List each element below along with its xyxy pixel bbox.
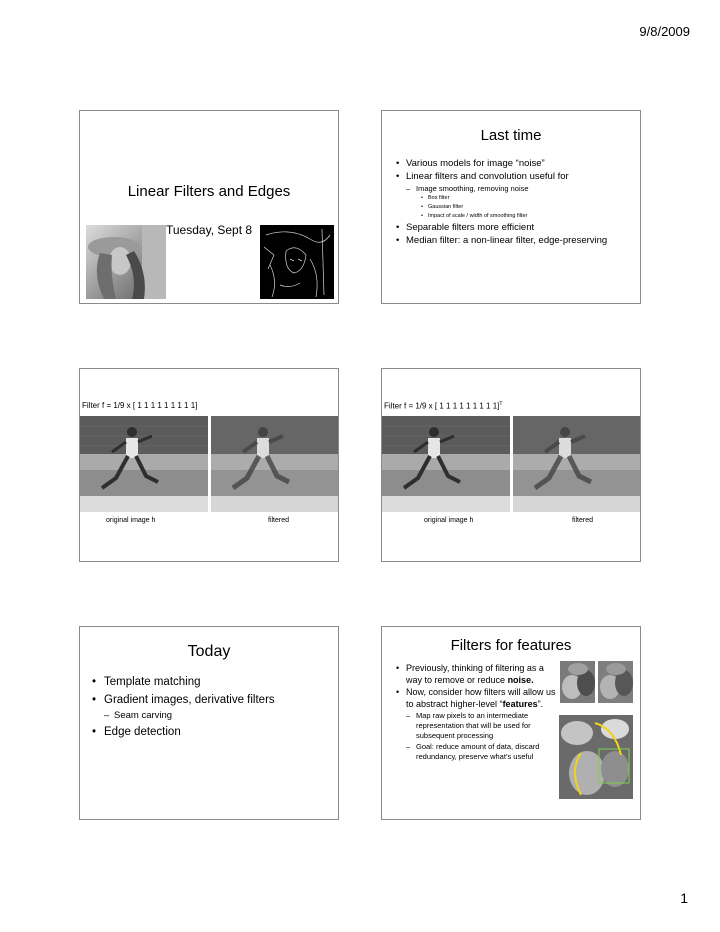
slide-subtitle: Tuesday, Sept 8 [166, 223, 253, 237]
list-item: • Median filter: a non-linear filter, edge-preserving [394, 234, 634, 247]
list-item: – Goal: reduce amount of data, discard redundancy, preserve what’s useful [394, 742, 562, 762]
list-item: • Gradient images, derivative filters [88, 691, 328, 709]
lena-edge-map [260, 225, 334, 299]
slide-last-time [381, 110, 641, 304]
peppers-filtered-photo [598, 661, 633, 703]
slide-filter-row [79, 368, 339, 562]
list-item: • Now, consider how filters will allow us to abstract higher-level “features”. [394, 687, 562, 710]
slide-today [79, 626, 339, 820]
slide-title-text: Linear Filters and Edges [127, 183, 291, 200]
caption-original: original image h [106, 517, 156, 524]
slide-title [79, 110, 339, 304]
runner-filtered-photo [513, 416, 641, 512]
slide-filter-column [381, 368, 641, 562]
runner-filtered-photo [211, 416, 339, 512]
list-item: • Various models for image “noise” [394, 157, 634, 170]
lena-photo [86, 225, 166, 299]
caption-original: original image h [424, 517, 474, 524]
slide-filters-for-features [381, 626, 641, 820]
list-item: – Image smoothing, removing noise [394, 183, 634, 194]
peppers-photo [560, 661, 595, 703]
list-item: – Map raw pixels to an intermediate representation that will be used for subsequent processing [394, 711, 562, 741]
list-item: • Gaussian filter [394, 203, 634, 212]
slide-title-text: Today [187, 643, 231, 660]
page-number: 1 [680, 890, 688, 906]
slide-title-text: Last time [480, 127, 542, 144]
list-item: • Box filter [394, 194, 634, 203]
caption-filtered: filtered [268, 517, 290, 524]
bullet-list [88, 673, 328, 741]
runner-original-photo [80, 416, 208, 512]
list-item: • Edge detection [88, 723, 328, 741]
list-item: • Linear filters and convolution useful for [394, 170, 634, 183]
list-item: • Previously, thinking of filtering as a way to remove or reduce noise. [394, 663, 562, 686]
peppers-features-photo [559, 715, 633, 799]
list-item: • Impact of scale / width of smoothing filter [394, 212, 634, 221]
list-item: • Template matching [88, 673, 328, 691]
bullet-list [394, 157, 634, 247]
slide-title-text: Filter f = 1/9 x [ 1 1 1 1 1 1 1 1 1]$^T$ [384, 401, 503, 411]
list-item: • Separable filters more efficient [394, 221, 634, 234]
list-item: – Seam carving [88, 709, 328, 723]
caption-filtered: filtered [572, 517, 594, 524]
slide-title-text: Filters for features [450, 637, 572, 654]
runner-original-photo [382, 416, 510, 512]
bullet-list [394, 663, 562, 763]
slide-title-text: Filter f = 1/9 x [ 1 1 1 1 1 1 1 1 1] [82, 401, 198, 410]
header-date: 9/8/2009 [639, 24, 690, 39]
